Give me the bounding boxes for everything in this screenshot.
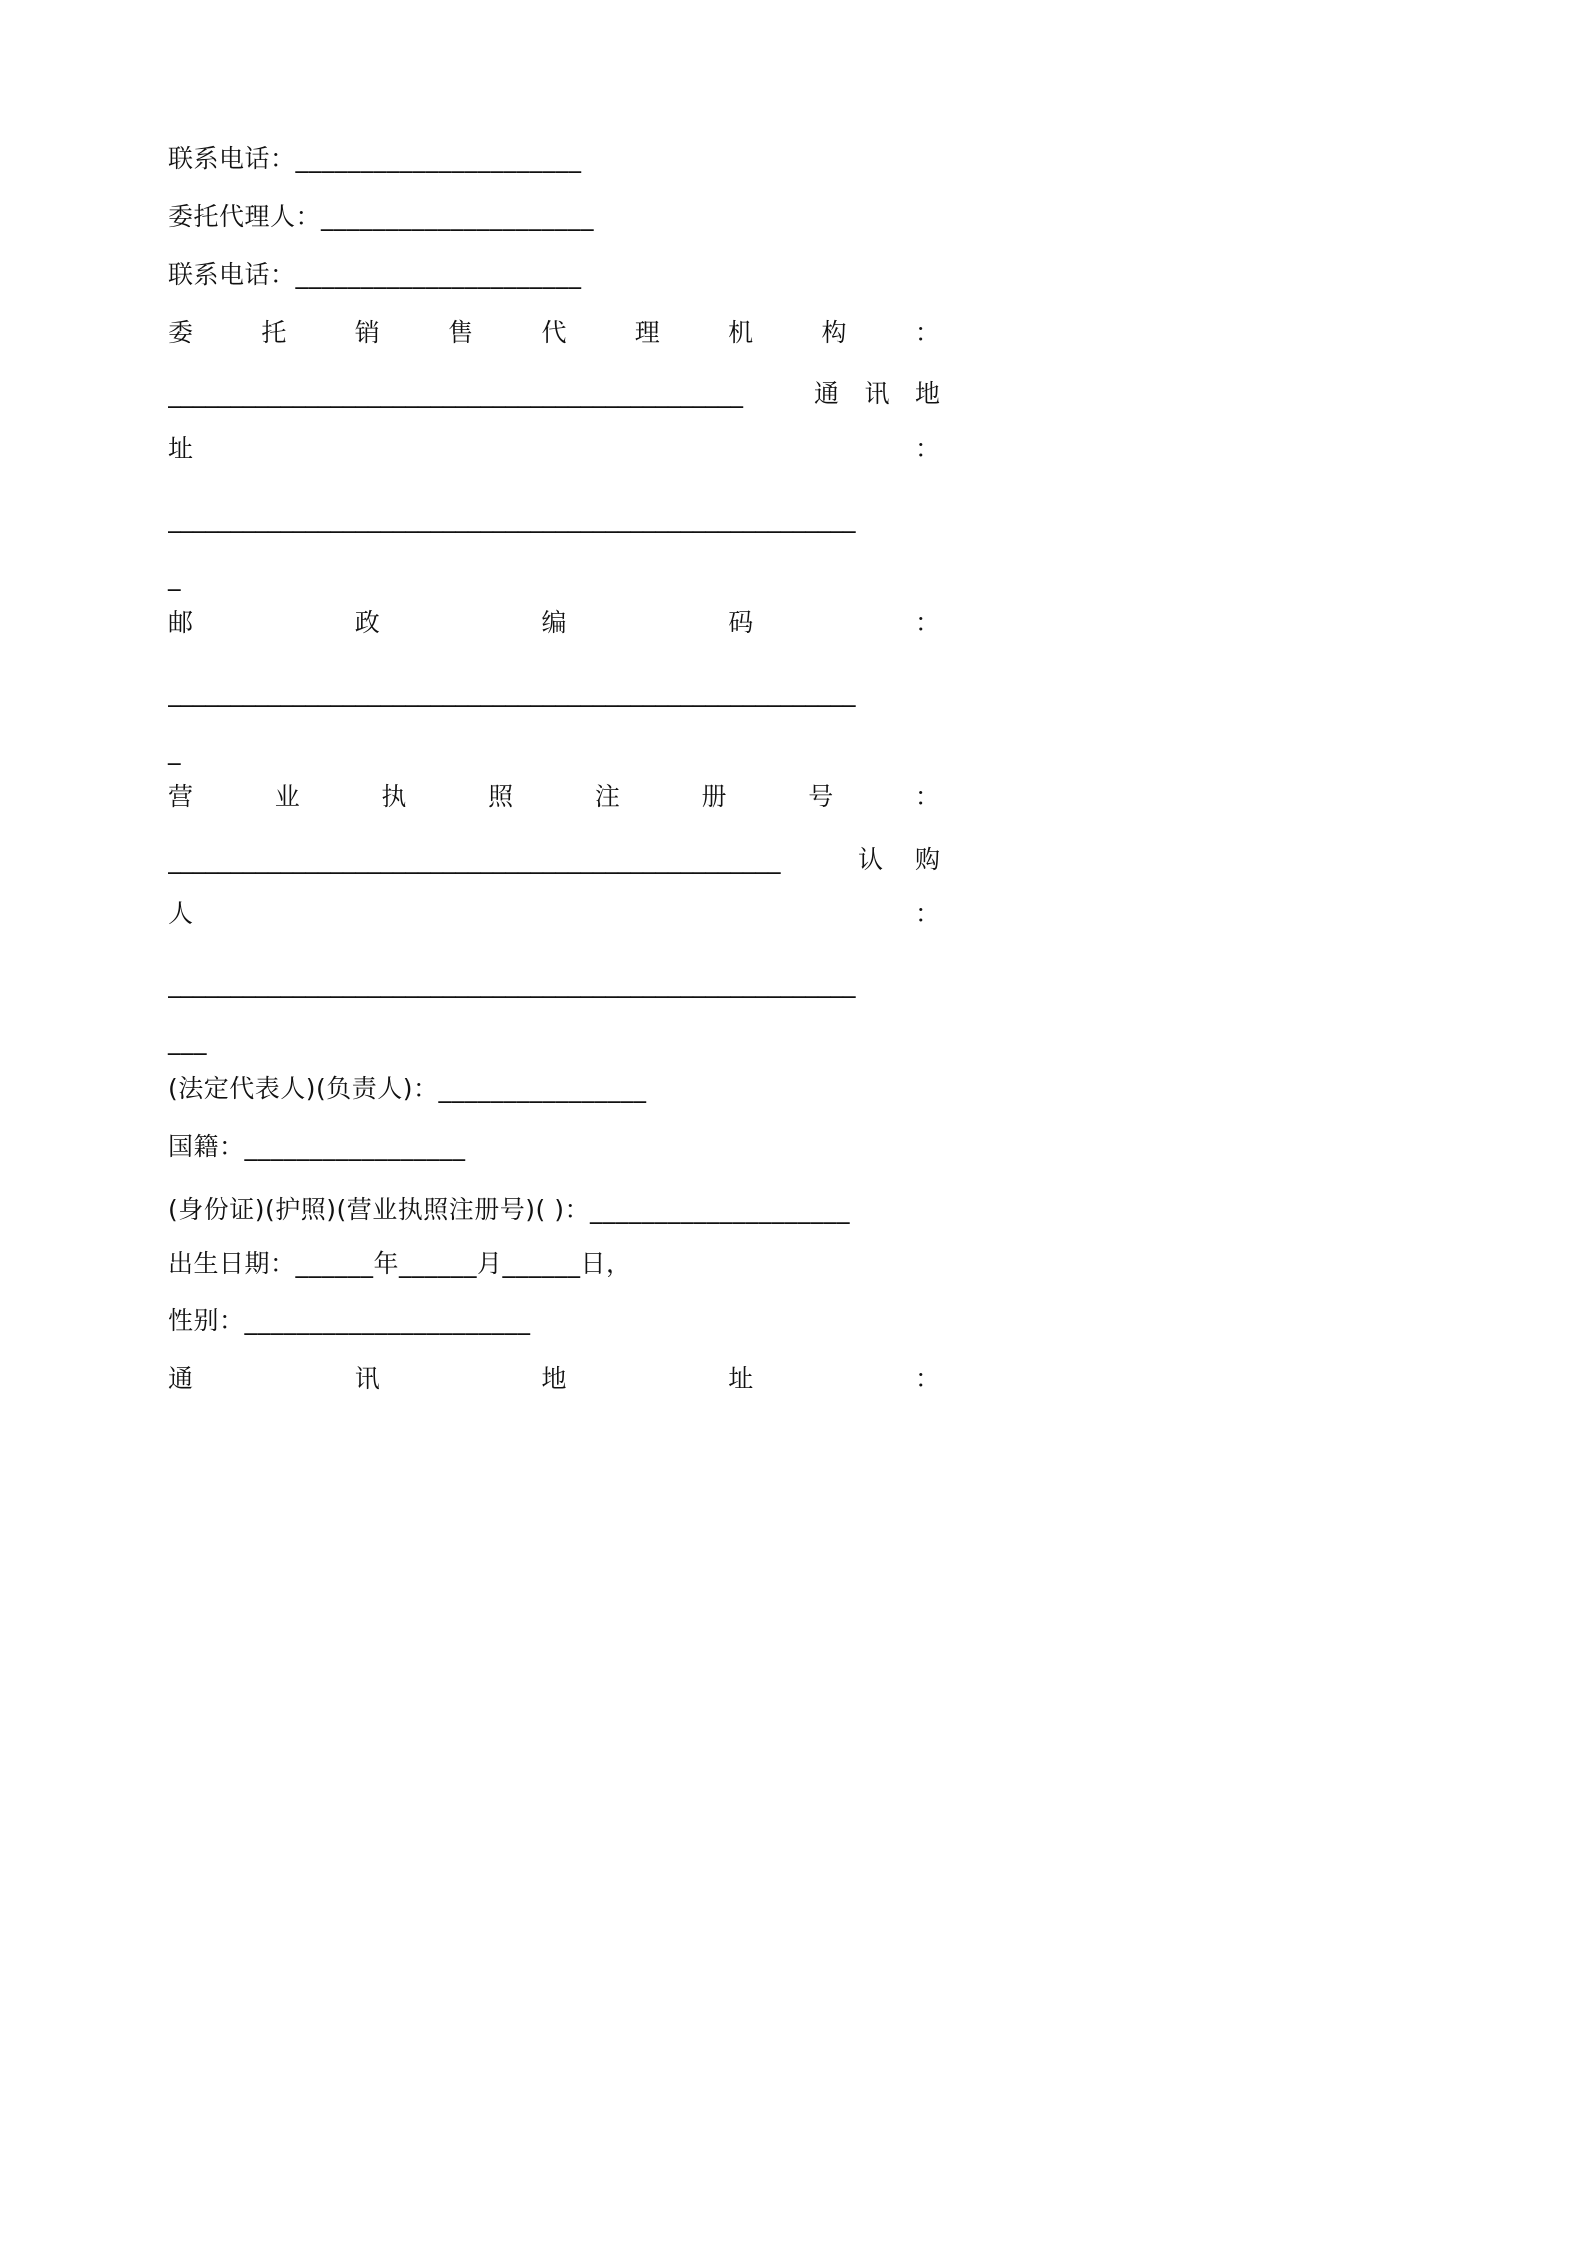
license-char: 册 (701, 782, 727, 811)
license-number-label (168, 781, 940, 813)
mailing-address-char: 地 (541, 1364, 567, 1393)
address-char: 地 (914, 379, 940, 408)
postal-char: ： (914, 608, 940, 637)
sales-agency-char: 代 (541, 318, 567, 347)
postal-char: 政 (354, 608, 380, 637)
address-blank: _______________________________________________________ (168, 504, 856, 533)
address-char: 通 (814, 379, 840, 408)
address-label-start (814, 378, 940, 410)
sales-agency-char: 理 (634, 318, 660, 347)
buyer-char: 购 (914, 845, 940, 874)
document-page (0, 0, 1102, 1559)
sales-agency-char: 构 (821, 318, 847, 347)
postal-blank-tail: _ (168, 736, 181, 765)
buyer-blank: _______________________________________________________ (168, 969, 856, 998)
agent-field: 委托代理人：_____________________ (168, 202, 595, 231)
license-blank: _________________________________________________ (168, 845, 781, 874)
mailing-address-char: ： (914, 1364, 940, 1393)
license-char: 号 (808, 782, 834, 811)
gender-field: 性别：______________________ (168, 1306, 531, 1335)
mailing-address-char: 址 (728, 1364, 754, 1393)
birth-date-field: 出生日期：______年______月______日， (168, 1249, 632, 1278)
mailing-address-char: 讯 (354, 1364, 380, 1393)
buyer-char: 认 (858, 845, 884, 874)
license-char: 注 (594, 782, 620, 811)
sales-agency-char: ： (914, 318, 940, 347)
postal-char: 码 (728, 608, 754, 637)
buyer-blank-tail: ___ (168, 1026, 207, 1055)
postal-blank: _______________________________________________________ (168, 678, 856, 707)
address-label-end (168, 433, 940, 465)
buyer-label-end (168, 898, 940, 930)
address-char: 址 (168, 434, 194, 463)
mailing-address-label (168, 1363, 940, 1395)
address-char: 讯 (864, 379, 890, 408)
sales-agency-char: 机 (728, 318, 754, 347)
id-number-field: (身份证)(护照)(营业执照注册号)( )：____________________ (168, 1195, 850, 1224)
buyer-char: 人 (168, 899, 194, 928)
nationality-field: 国籍：_________________ (168, 1132, 466, 1161)
sales-agency-char: 托 (261, 318, 287, 347)
sales-agency-blank: ______________________________________________ (168, 379, 743, 408)
contact-phone-field: 联系电话：______________________ (168, 144, 582, 173)
sales-agency-char: 销 (354, 318, 380, 347)
address-colon: ： (914, 434, 940, 463)
sales-agency-char: 委 (168, 318, 194, 347)
contact-phone-field-2: 联系电话：______________________ (168, 260, 582, 289)
legal-representative-field: (法定代表人)(负责人)：________________ (168, 1074, 647, 1103)
postal-char: 编 (541, 608, 567, 637)
license-char: 执 (381, 782, 407, 811)
mailing-address-char: 通 (168, 1364, 194, 1393)
sales-agency-char: 售 (448, 318, 474, 347)
postal-code-label (168, 607, 940, 639)
postal-char: 邮 (168, 608, 194, 637)
license-char: ： (914, 782, 940, 811)
license-char: 营 (168, 782, 194, 811)
buyer-label-start (858, 844, 940, 876)
license-char: 业 (274, 782, 300, 811)
sales-agency-label (168, 317, 940, 349)
buyer-colon: ： (914, 899, 940, 928)
license-char: 照 (488, 782, 514, 811)
address-blank-tail: _ (168, 562, 181, 591)
